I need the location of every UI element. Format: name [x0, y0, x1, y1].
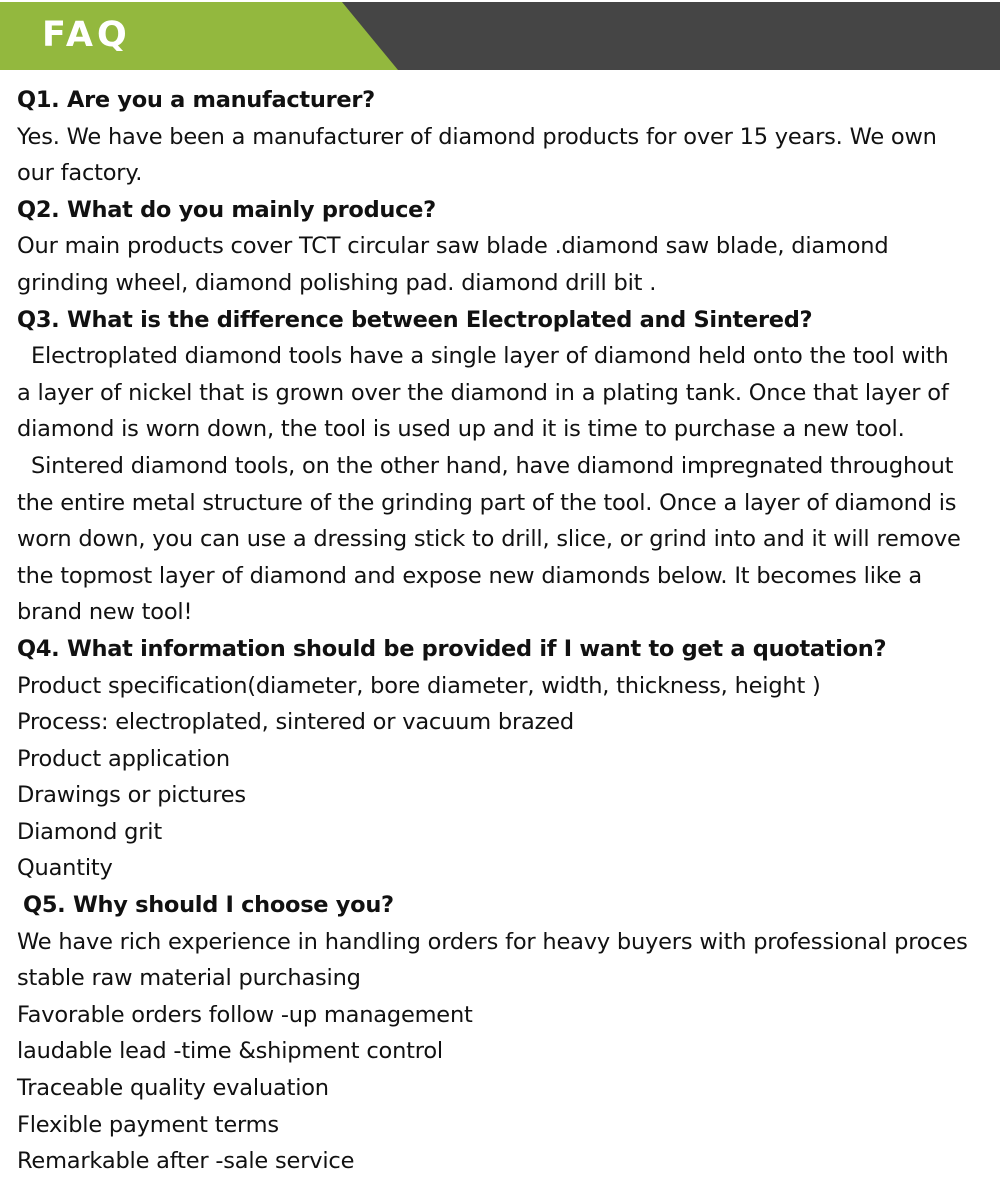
- faq-answer-4-line-5: Diamond grit: [17, 818, 162, 845]
- faq-banner: [0, 2, 1000, 70]
- faq-answer-5-line-5: Traceable quality evaluation: [17, 1075, 329, 1102]
- faq-answer-4-line-2: Process: electroplated, sintered or vacuum brazed: [17, 709, 574, 736]
- faq-answer-4-line-1: Product specification(diameter, bore diameter, width, thickness, height ): [17, 672, 821, 699]
- banner-background: [0, 2, 1000, 70]
- faq-answer-4-line-4: Drawings or pictures: [17, 782, 246, 809]
- faq-question-2: Q2. What do you mainly produce?: [17, 196, 436, 223]
- faq-question-1: Q1. Are you a manufacturer?: [17, 87, 375, 113]
- banner-title: FAQ: [42, 15, 131, 55]
- faq-answer-5-line-1: We have rich experience in handling orders for heavy buyers with professional proces: [17, 928, 968, 955]
- faq-answer-5-line-6: Flexible payment terms: [17, 1111, 279, 1138]
- faq-answer-3-line-8: brand new tool!: [17, 599, 193, 626]
- faq-answer-3-line-2: a layer of nickel that is grown over the diamond in a plating tank. Once that layer of: [17, 379, 949, 406]
- faq-answer-3-line-6: worn down, you can use a dressing stick to drill, slice, or grind into and it will remove: [17, 526, 961, 553]
- faq-answer-2-line-2: grinding wheel, diamond polishing pad. diamond drill bit .: [17, 269, 657, 296]
- faq-question-5: Q5. Why should I choose you?: [23, 892, 394, 919]
- faq-answer-3-line-4: Sintered diamond tools, on the other hand, have diamond impregnated throughout: [31, 452, 954, 479]
- faq-question-3: Q3. What is the difference between Electroplated and Sintered?: [17, 306, 813, 333]
- faq-answer-3-line-3: diamond is worn down, the tool is used up and it is time to purchase a new tool.: [17, 416, 905, 443]
- faq-content: [17, 82, 1000, 1180]
- faq-answer-3-line-5: the entire metal structure of the grinding part of the tool. Once a layer of diamond is: [17, 489, 957, 516]
- faq-question-4: Q4. What information should be provided if I want to get a quotation?: [17, 635, 887, 662]
- faq-answer-5-line-3: Favorable orders follow -up management: [17, 1001, 473, 1028]
- faq-answer-5-line-4: laudable lead -time &shipment control: [17, 1038, 443, 1065]
- faq-answer-3-line-7: the topmost layer of diamond and expose new diamonds below. It becomes like a: [17, 562, 922, 589]
- faq-answer-4-line-3: Product application: [17, 745, 230, 772]
- faq-answer-1-line-2: our factory.: [17, 160, 143, 187]
- faq-answer-3-line-1: Electroplated diamond tools have a single layer of diamond held onto the tool with: [31, 343, 949, 370]
- faq-answer-1-line-1: Yes. We have been a manufacturer of diamond products for over 15 years. We own: [17, 123, 937, 150]
- faq-answer-4-line-6: Quantity: [17, 855, 113, 882]
- faq-answer-5-line-7: Remarkable after -sale service: [17, 1148, 355, 1175]
- faq-answer-5-line-2: stable raw material purchasing: [17, 965, 361, 992]
- faq-answer-2-line-1: Our main products cover TCT circular saw blade .diamond saw blade, diamond: [17, 233, 889, 260]
